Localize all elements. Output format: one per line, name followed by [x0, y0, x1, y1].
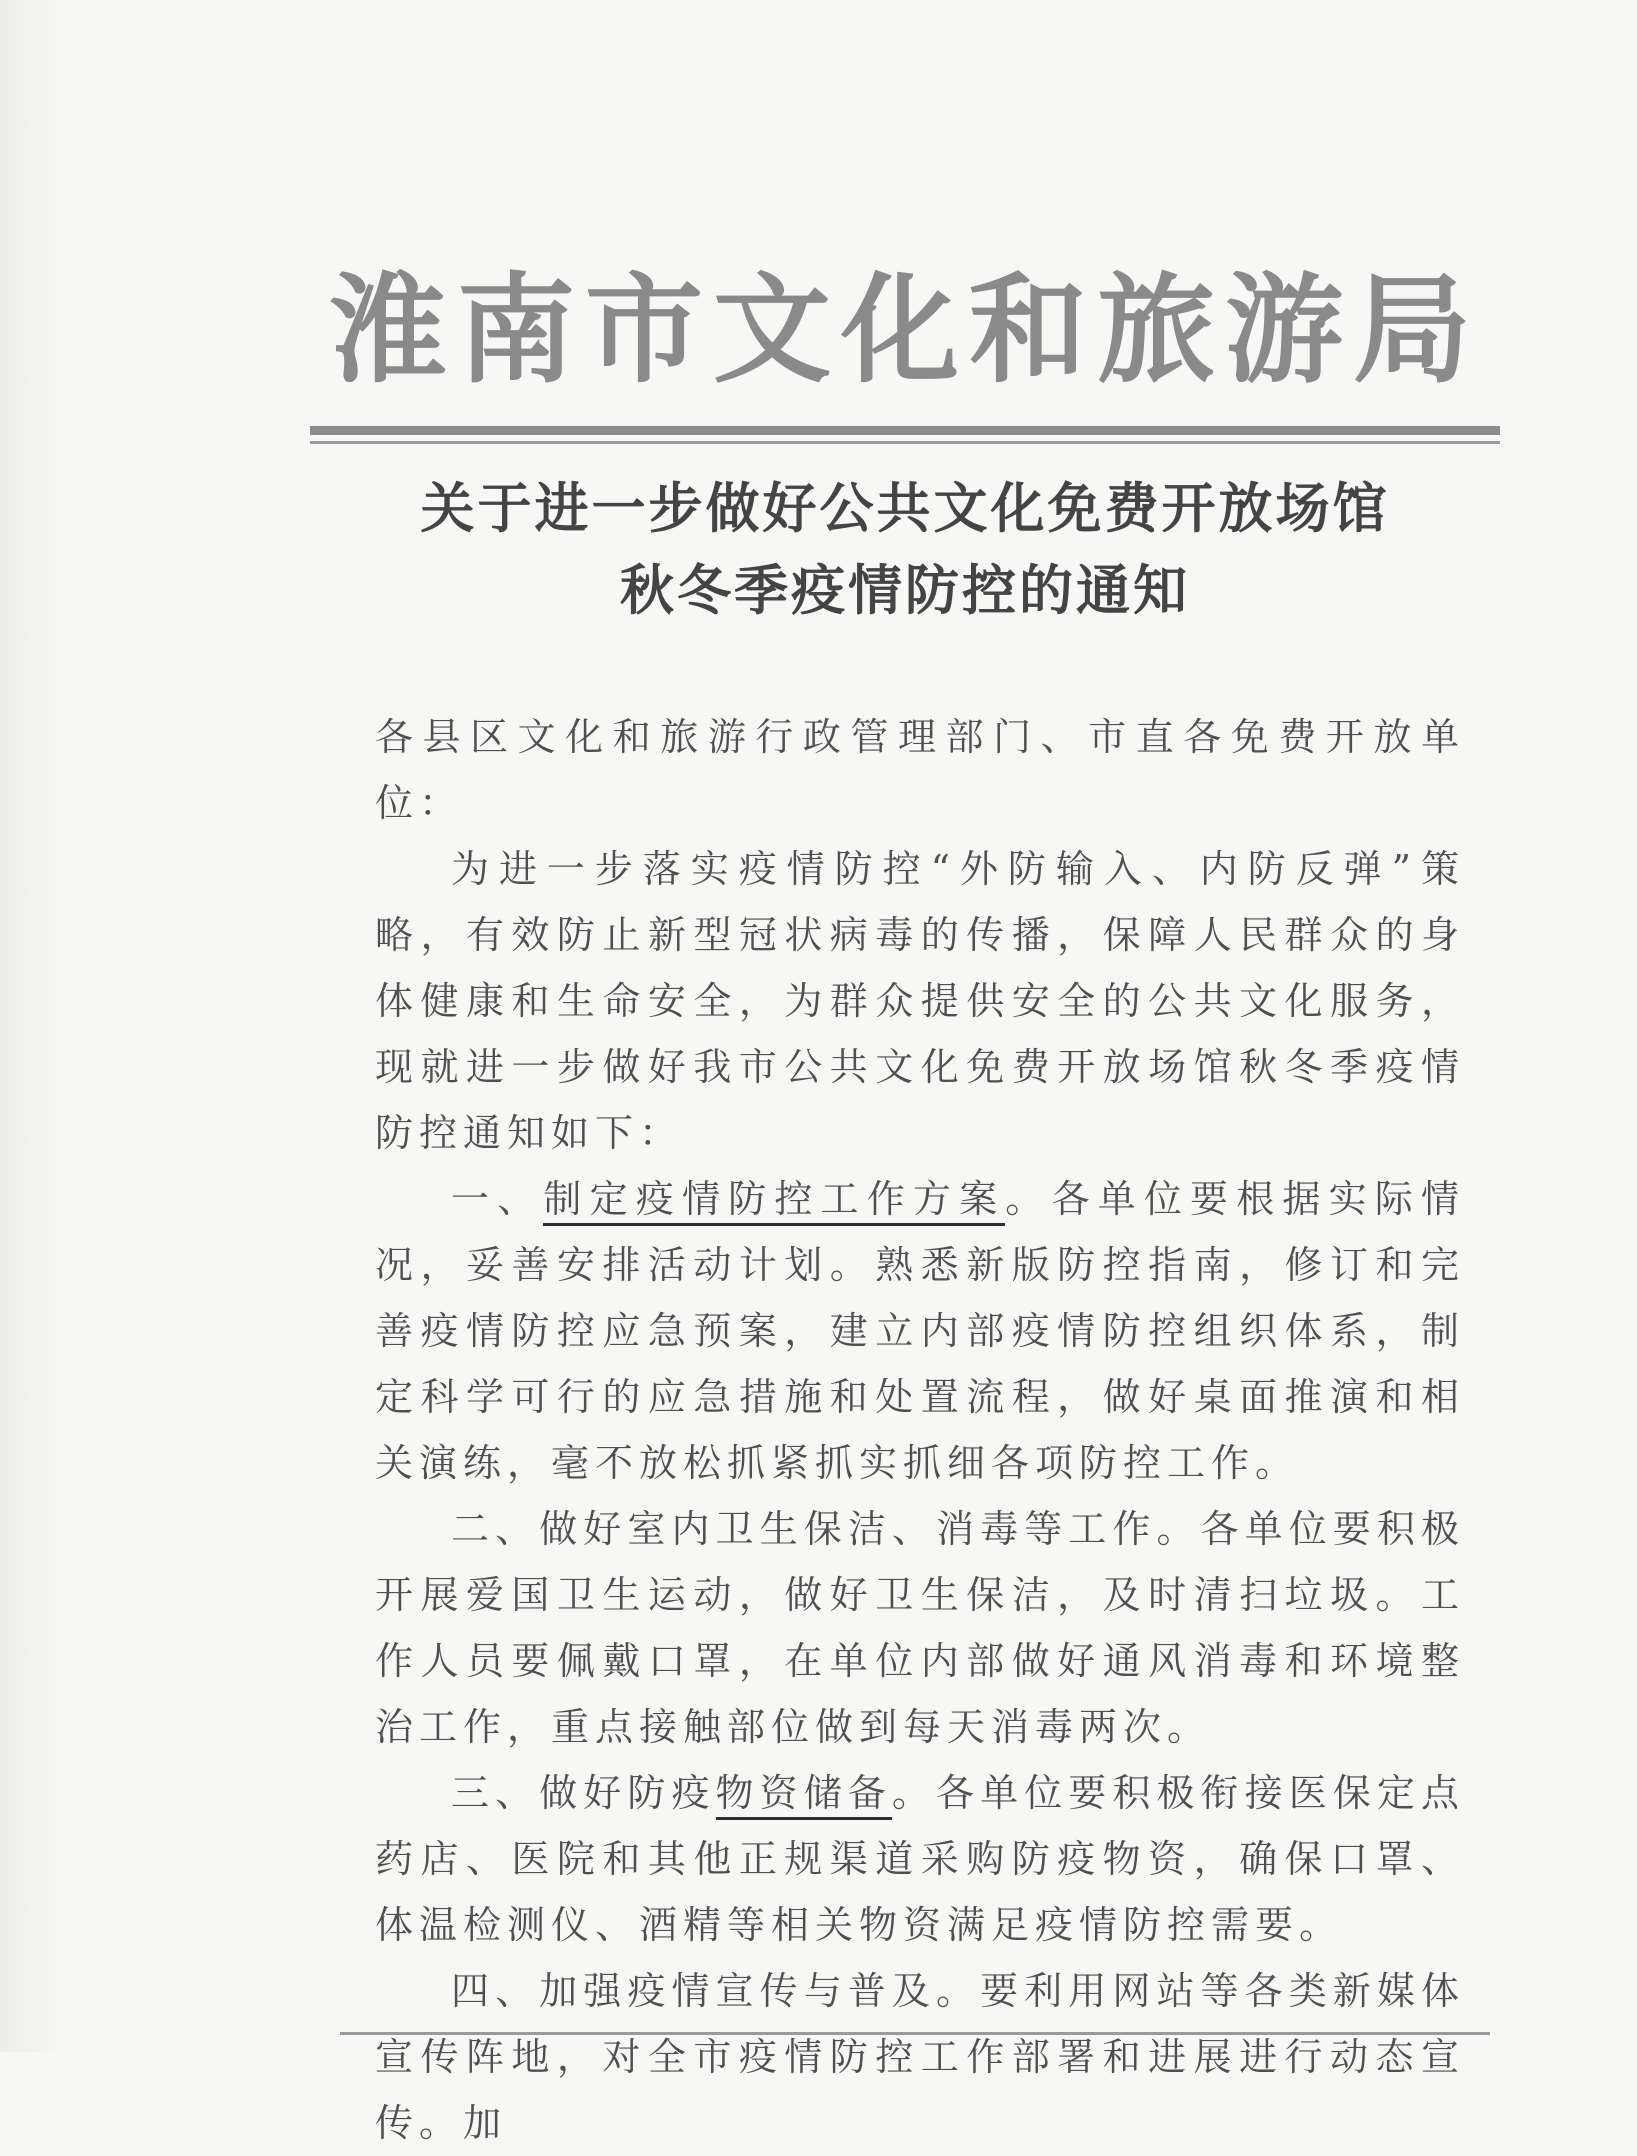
letterhead-rule-thin [310, 441, 1500, 444]
item-1-paragraph [375, 1166, 1465, 1496]
item-3-paragraph [375, 1760, 1465, 1958]
item-3-heading-underlined: 物资储备 [716, 1771, 892, 1820]
item-3-text: 。各单位要积极衔接医保定点药店、医院和其他正规渠道采购防疫物资，确保口罩、体温检测仪、酒精等相关物资满足疫情防控需要。 [375, 1771, 1465, 1947]
notice-title-line-2: 秋冬季疫情防控的通知 [620, 559, 1190, 622]
notice-title-line-1: 关于进一步做好公共文化免费开放场馆 [420, 477, 1390, 540]
page-bottom-rule [340, 2032, 1490, 2035]
notice-title [340, 468, 1470, 632]
organization-name: 淮南市文化和旅游局 [328, 261, 1481, 399]
page-shadow [0, 0, 60, 2052]
item-1-heading-underlined-a: 制定疫情 [543, 1177, 728, 1226]
item-1-number: 一、 [451, 1177, 544, 1221]
item-4-paragraph: 四、加强疫情宣传与普及。要利用网站等各类新媒体宣传阵地，对全市疫情防控工作部署和进展进行动态宣传。加 [375, 1969, 1465, 2145]
letterhead-rule-thick [310, 426, 1500, 435]
item-1-text: 。各单位要根据实际情况，妥善安排活动计划。熟悉新版防控指南，修订和完善疫情防控应急预案，建立内部疫情防控组织体系，制定科学可行的应急措施和处置流程，做好桌面推演和相关演练，毫不放松抓紧抓实抓细各项防控工作。 [375, 1177, 1465, 1485]
letterhead [310, 255, 1500, 405]
notice-body [375, 704, 1465, 2156]
recipients-line: 各县区文化和旅游行政管理部门、市直各免费开放单位： [375, 715, 1465, 825]
item-3-heading: 三、做好防疫 [451, 1771, 716, 1815]
item-1-heading-underlined-b: 防控工作方案 [728, 1177, 1005, 1226]
item-2-paragraph: 二、做好室内卫生保洁、消毒等工作。各单位要积极开展爱国卫生运动，做好卫生保洁，及时清扫垃圾。工作人员要佩戴口罩，在单位内部做好通风消毒和环境整治工作，重点接触部位做到每天消毒两次。 [375, 1507, 1465, 1749]
intro-paragraph: 为进一步落实疫情防控“外防输入、内防反弹”策略，有效防止新型冠状病毒的传播，保障人民群众的身体健康和生命安全，为群众提供安全的公共文化服务，现就进一步做好我市公共文化免费开放场馆秋冬季疫情防控通知如下： [375, 847, 1465, 1155]
